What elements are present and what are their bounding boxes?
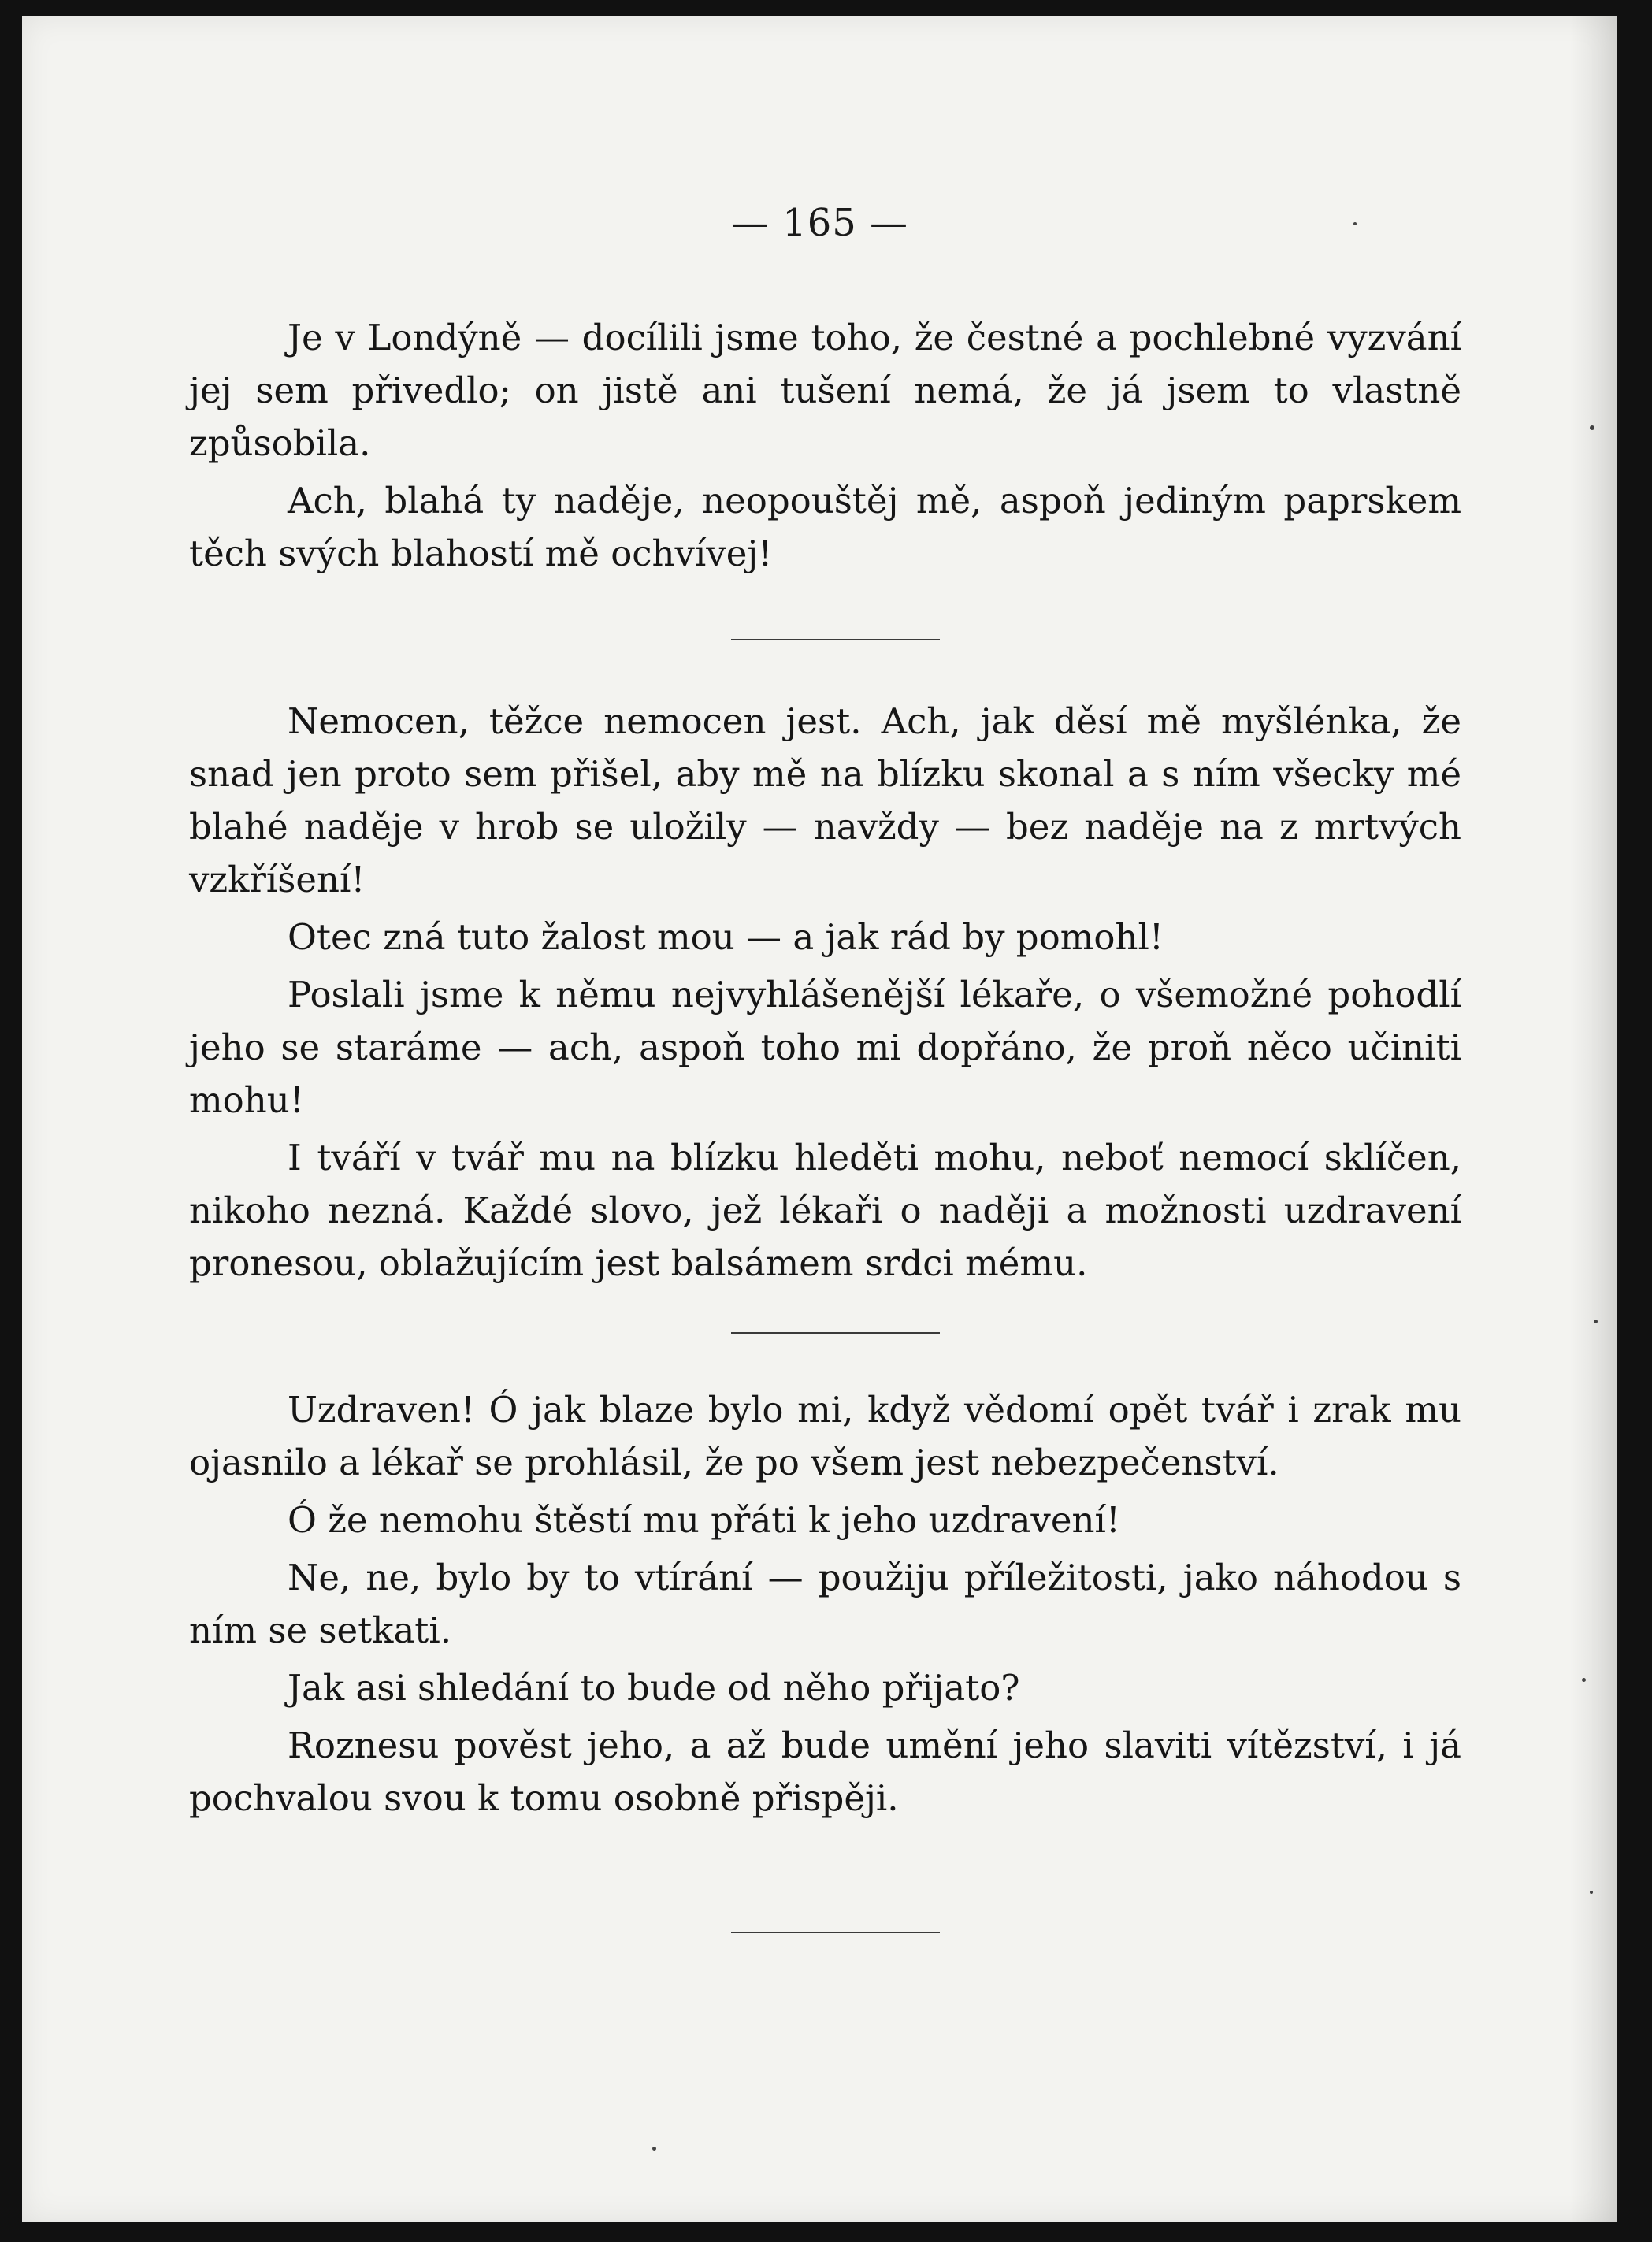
scan-speck xyxy=(652,2147,656,2151)
section-3 xyxy=(189,1383,1461,1829)
scan-speck xyxy=(1590,425,1594,430)
section-separator xyxy=(731,1932,940,1933)
paragraph: Je v Londýně — docílili jsme toho, že čestné a pochlebné vyzvání jej sem přivedlo; on jistě ani tušení nemá, že já jsem to vlastně způsobila. xyxy=(189,317,1461,464)
paragraph: Nemocen, těžce nemocen jest. Ach, jak děsí mě myšlénka, že snad jen proto sem přišel, aby mě na blízku skonal a s ním všecky mé blahé naděje v hrob se uložily — navždy — bez naděje na z mrtvých vzkříšení! xyxy=(189,700,1461,900)
scan-speck xyxy=(1582,1678,1586,1682)
paragraph: I tváří v tvář mu na blízku hleděti mohu, neboť nemocí sklíčen, nikoho nezná. Každé slovo, jež lékaři o naději a možnosti uzdravení pronesou, oblažujícím jest balsámem srdci mému. xyxy=(189,1137,1461,1284)
scan-speck xyxy=(1590,1891,1593,1894)
paragraph: Ó že nemohu štěstí mu přáti k jeho uzdravení! xyxy=(288,1499,1120,1541)
page-number: — 165 — xyxy=(730,201,909,245)
paragraph: Roznesu pověst jeho, a až bude umění jeho slaviti vítězství, i já pochvalou svou k tomu osobně přispěji. xyxy=(189,1724,1461,1819)
scan-speck xyxy=(1594,1320,1598,1323)
paragraph: Ne, ne, bylo by to vtírání — použiju příležitosti, jako náhodou s ním se setkati. xyxy=(189,1557,1461,1651)
paragraph: Ach, blahá ty naděje, neopouštěj mě, aspoň jediným paprskem těch svých blahostí mě ochvívej! xyxy=(189,480,1461,574)
scan-speck xyxy=(1353,222,1357,225)
section-separator xyxy=(731,639,940,640)
paragraph: Jak asi shledání to bude od něho přijato? xyxy=(288,1667,1020,1709)
section-1 xyxy=(189,311,1461,585)
paragraph: Uzdraven! Ó jak blaze bylo mi, když vědomí opět tvář i zrak mu ojasnilo a lékař se prohlásil, že po všem jest nebezpečenství. xyxy=(189,1389,1461,1483)
paragraph: Otec zná tuto žalost mou — a jak rád by pomohl! xyxy=(288,916,1164,958)
section-2 xyxy=(189,695,1461,1294)
book-page xyxy=(22,16,1617,2222)
section-separator xyxy=(731,1332,940,1334)
paragraph: Poslali jsme k němu nejvyhlášenější lékaře, o všemožné pohodlí jeho se staráme — ach, aspoň toho mi dopřáno, že proň něco učiniti mohu! xyxy=(189,974,1461,1121)
